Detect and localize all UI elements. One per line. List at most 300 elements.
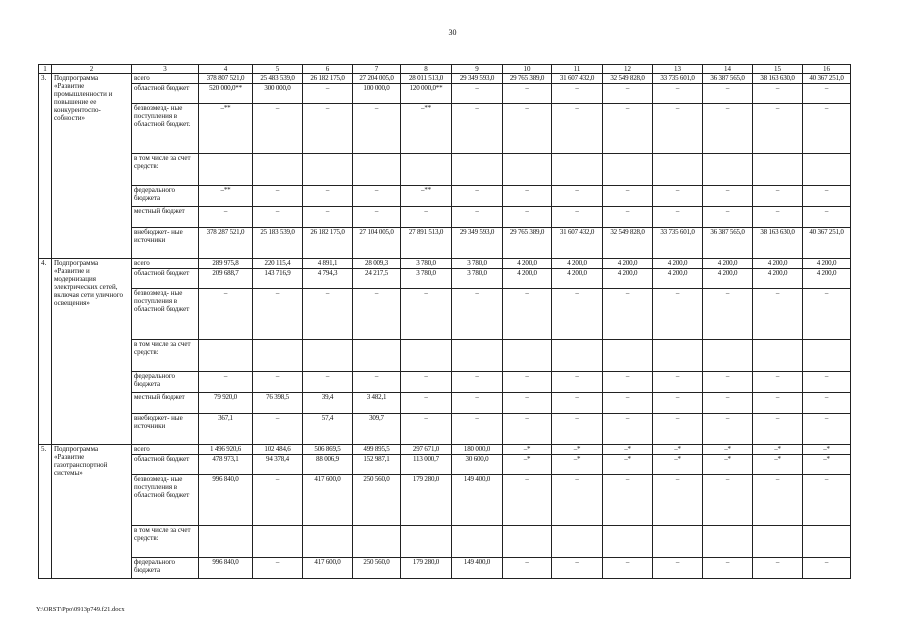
- amount-cell: 40 367 251,0: [803, 228, 851, 259]
- amount-cell: –: [503, 393, 552, 414]
- amount-cell: 25 183 539,0: [253, 228, 303, 259]
- amount-cell: –: [603, 84, 653, 104]
- amount-cell: –: [503, 289, 552, 340]
- section-number: 3.: [39, 74, 52, 259]
- amount-cell: –: [803, 372, 851, 393]
- amount-cell: 4 200,0: [753, 259, 803, 269]
- amount-cell: –: [753, 207, 803, 228]
- amount-cell: 3 780,0: [401, 259, 452, 269]
- amount-cell: 3 780,0: [452, 259, 503, 269]
- amount-cell: 4 891,1: [303, 259, 353, 269]
- amount-cell: –: [552, 289, 603, 340]
- amount-cell: 26 182 175,0: [303, 74, 353, 84]
- amount-cell: 4 200,0: [603, 269, 653, 289]
- amount-cell: –: [552, 186, 603, 207]
- amount-cell: 102 484,6: [253, 445, 303, 455]
- amount-cell: 29 349 593,0: [452, 228, 503, 259]
- column-header: 7: [353, 65, 401, 74]
- subprogram-title: Подпрограмма «Развитие промышленности и повышение ее конкурентоспо- собности»: [52, 74, 132, 259]
- amount-cell: [753, 526, 803, 558]
- amount-cell: –: [452, 393, 503, 414]
- table-row: [39, 207, 851, 228]
- amount-cell: 36 387 565,0: [703, 228, 753, 259]
- column-header: 6: [303, 65, 353, 74]
- amount-cell: 417 600,0: [303, 558, 353, 579]
- table-row: [39, 154, 851, 186]
- amount-cell: –: [503, 372, 552, 393]
- amount-cell: 40 367 251,0: [803, 74, 851, 84]
- amount-cell: [353, 526, 401, 558]
- amount-cell: 26 182 175,0: [303, 228, 353, 259]
- amount-cell: –: [552, 558, 603, 579]
- budget-table: [38, 64, 851, 579]
- amount-cell: –: [753, 414, 803, 445]
- funding-source: областной бюджет: [132, 269, 199, 289]
- amount-cell: –: [552, 84, 603, 104]
- amount-cell: 28 009,3: [353, 259, 401, 269]
- amount-cell: –*: [803, 455, 851, 475]
- amount-cell: –: [703, 104, 753, 154]
- file-path-footer: Y:\ORST\Ppo\0913p749.f21.docx: [36, 606, 125, 613]
- amount-cell: 4 200,0: [703, 269, 753, 289]
- column-header: 3: [132, 65, 199, 74]
- amount-cell: –: [503, 104, 552, 154]
- table-row: [39, 455, 851, 475]
- funding-source: областной бюджет: [132, 84, 199, 104]
- amount-cell: [452, 340, 503, 372]
- amount-cell: –: [753, 289, 803, 340]
- amount-cell: –: [303, 207, 353, 228]
- amount-cell: –: [552, 393, 603, 414]
- funding-source: в том числе за счет средств:: [132, 340, 199, 372]
- amount-cell: 179 280,0: [401, 558, 452, 579]
- amount-cell: 143 716,9: [253, 269, 303, 289]
- amount-cell: [253, 154, 303, 186]
- amount-cell: –: [603, 289, 653, 340]
- amount-cell: 378 287 521,0: [199, 228, 253, 259]
- table-row: [39, 414, 851, 445]
- funding-source: федерального бюджета: [132, 186, 199, 207]
- amount-cell: –: [452, 186, 503, 207]
- amount-cell: –: [803, 475, 851, 526]
- table-row: [39, 84, 851, 104]
- amount-cell: –: [452, 104, 503, 154]
- funding-source: внебюджет- ные источники: [132, 228, 199, 259]
- amount-cell: [603, 340, 653, 372]
- amount-cell: 94 378,4: [253, 455, 303, 475]
- amount-cell: [653, 340, 703, 372]
- amount-cell: –: [653, 393, 703, 414]
- amount-cell: –: [803, 84, 851, 104]
- table-row: [39, 186, 851, 207]
- amount-cell: –: [552, 414, 603, 445]
- amount-cell: 417 600,0: [303, 475, 353, 526]
- amount-cell: –: [253, 558, 303, 579]
- amount-cell: –: [503, 414, 552, 445]
- amount-cell: [703, 340, 753, 372]
- amount-cell: [653, 526, 703, 558]
- amount-cell: 996 840,0: [199, 558, 253, 579]
- amount-cell: –: [803, 558, 851, 579]
- amount-cell: –**: [199, 186, 253, 207]
- amount-cell: –: [503, 207, 552, 228]
- amount-cell: –*: [803, 445, 851, 455]
- table-row: [39, 445, 851, 455]
- amount-cell: –: [803, 207, 851, 228]
- amount-cell: –: [653, 104, 703, 154]
- amount-cell: –**: [199, 104, 253, 154]
- amount-cell: 4 200,0: [803, 269, 851, 289]
- amount-cell: [803, 340, 851, 372]
- amount-cell: [803, 154, 851, 186]
- amount-cell: 4 200,0: [503, 259, 552, 269]
- amount-cell: –: [653, 558, 703, 579]
- amount-cell: –*: [603, 445, 653, 455]
- amount-cell: –: [452, 372, 503, 393]
- column-header: 12: [603, 65, 653, 74]
- amount-cell: 33 735 601,0: [653, 228, 703, 259]
- amount-cell: –**: [401, 104, 452, 154]
- column-header: 13: [653, 65, 703, 74]
- amount-cell: 3 780,0: [401, 269, 452, 289]
- amount-cell: –: [303, 104, 353, 154]
- amount-cell: [199, 526, 253, 558]
- amount-cell: –: [303, 289, 353, 340]
- amount-cell: –: [653, 207, 703, 228]
- amount-cell: 250 560,0: [353, 475, 401, 526]
- amount-cell: –: [603, 393, 653, 414]
- table-row: [39, 340, 851, 372]
- amount-cell: [753, 154, 803, 186]
- amount-cell: 28 011 513,0: [401, 74, 452, 84]
- amount-cell: –: [603, 414, 653, 445]
- amount-cell: –*: [503, 445, 552, 455]
- amount-cell: 29 349 593,0: [452, 74, 503, 84]
- amount-cell: 4 200,0: [653, 269, 703, 289]
- amount-cell: –: [603, 475, 653, 526]
- amount-cell: 367,1: [199, 414, 253, 445]
- amount-cell: –: [803, 289, 851, 340]
- amount-cell: –: [753, 186, 803, 207]
- amount-cell: 100 000,0: [353, 84, 401, 104]
- amount-cell: 27 891 513,0: [401, 228, 452, 259]
- amount-cell: 220 115,4: [253, 259, 303, 269]
- amount-cell: [401, 526, 452, 558]
- amount-cell: –: [653, 289, 703, 340]
- amount-cell: [353, 340, 401, 372]
- amount-cell: –: [199, 207, 253, 228]
- table-row: [39, 259, 851, 269]
- amount-cell: –: [503, 186, 552, 207]
- amount-cell: –**: [401, 186, 452, 207]
- amount-cell: 76 398,5: [253, 393, 303, 414]
- amount-cell: –: [353, 289, 401, 340]
- subprogram-title: Подпрограмма «Развитие и модернизация электрических сетей, включая сети уличного освещения»: [52, 259, 132, 445]
- amount-cell: –: [401, 414, 452, 445]
- amount-cell: [452, 154, 503, 186]
- amount-cell: –: [253, 475, 303, 526]
- amount-cell: –: [803, 186, 851, 207]
- amount-cell: 30 600,0: [452, 455, 503, 475]
- amount-cell: –*: [552, 445, 603, 455]
- amount-cell: [503, 526, 552, 558]
- amount-cell: –*: [703, 455, 753, 475]
- amount-cell: 506 869,5: [303, 445, 353, 455]
- column-header: 9: [452, 65, 503, 74]
- amount-cell: [253, 340, 303, 372]
- amount-cell: 4 200,0: [603, 259, 653, 269]
- amount-cell: –: [753, 104, 803, 154]
- funding-source: местный бюджет: [132, 207, 199, 228]
- amount-cell: 3 780,0: [452, 269, 503, 289]
- table-row: [39, 475, 851, 526]
- amount-cell: –: [803, 393, 851, 414]
- amount-cell: [253, 526, 303, 558]
- amount-cell: 113 000,7: [401, 455, 452, 475]
- amount-cell: –: [603, 186, 653, 207]
- amount-cell: 24 217,5: [353, 269, 401, 289]
- amount-cell: [401, 340, 452, 372]
- amount-cell: 996 840,0: [199, 475, 253, 526]
- amount-cell: [452, 526, 503, 558]
- amount-cell: [552, 340, 603, 372]
- amount-cell: 478 973,1: [199, 455, 253, 475]
- funding-source: безвозмезд- ные поступления в областной бюджет: [132, 475, 199, 526]
- funding-source: областной бюджет: [132, 455, 199, 475]
- amount-cell: –: [552, 372, 603, 393]
- amount-cell: [803, 526, 851, 558]
- amount-cell: –: [753, 84, 803, 104]
- table-row: [39, 228, 851, 259]
- amount-cell: –: [552, 475, 603, 526]
- funding-source: безвозмезд- ные поступления в областной бюджет: [132, 289, 199, 340]
- amount-cell: 309,7: [353, 414, 401, 445]
- amount-cell: [199, 340, 253, 372]
- amount-cell: –: [603, 207, 653, 228]
- amount-cell: [603, 526, 653, 558]
- amount-cell: –: [603, 558, 653, 579]
- amount-cell: 32 549 828,0: [603, 74, 653, 84]
- amount-cell: [703, 154, 753, 186]
- amount-cell: 36 387 565,0: [703, 74, 753, 84]
- amount-cell: 29 765 389,0: [503, 228, 552, 259]
- column-header: 4: [199, 65, 253, 74]
- amount-cell: –: [653, 414, 703, 445]
- amount-cell: 3 482,1: [353, 393, 401, 414]
- amount-cell: –: [603, 372, 653, 393]
- amount-cell: –: [253, 414, 303, 445]
- amount-cell: –: [653, 475, 703, 526]
- amount-cell: –*: [753, 455, 803, 475]
- amount-cell: 88 006,9: [303, 455, 353, 475]
- amount-cell: –: [552, 207, 603, 228]
- amount-cell: –: [703, 558, 753, 579]
- amount-cell: –: [753, 475, 803, 526]
- table-row: [39, 372, 851, 393]
- amount-cell: 4 200,0: [552, 259, 603, 269]
- amount-cell: 29 765 389,0: [503, 74, 552, 84]
- amount-cell: –: [253, 104, 303, 154]
- funding-source: федерального бюджета: [132, 558, 199, 579]
- amount-cell: 297 671,0: [401, 445, 452, 455]
- amount-cell: –: [452, 207, 503, 228]
- amount-cell: –*: [753, 445, 803, 455]
- amount-cell: –: [452, 289, 503, 340]
- amount-cell: –: [603, 104, 653, 154]
- amount-cell: 27 204 005,0: [353, 74, 401, 84]
- amount-cell: 149 400,0: [452, 558, 503, 579]
- amount-cell: 32 549 828,0: [603, 228, 653, 259]
- amount-cell: 180 000,0: [452, 445, 503, 455]
- amount-cell: [653, 154, 703, 186]
- amount-cell: 4 200,0: [552, 269, 603, 289]
- amount-cell: 4 200,0: [803, 259, 851, 269]
- funding-source: всего: [132, 74, 199, 84]
- funding-source: безвозмезд- ные поступления в областной бюджет.: [132, 104, 199, 154]
- section-number: 5.: [39, 445, 52, 579]
- amount-cell: –: [503, 558, 552, 579]
- column-header: 10: [503, 65, 552, 74]
- amount-cell: –*: [653, 455, 703, 475]
- amount-cell: 31 607 432,0: [552, 228, 603, 259]
- amount-cell: –*: [653, 445, 703, 455]
- table-row: [39, 74, 851, 84]
- amount-cell: –: [653, 372, 703, 393]
- table-row: [39, 104, 851, 154]
- amount-cell: –: [452, 84, 503, 104]
- amount-cell: –*: [703, 445, 753, 455]
- column-header: 5: [253, 65, 303, 74]
- amount-cell: 4 200,0: [703, 259, 753, 269]
- table-row: [39, 393, 851, 414]
- amount-cell: –: [253, 207, 303, 228]
- amount-cell: 31 607 432,0: [552, 74, 603, 84]
- amount-cell: [303, 340, 353, 372]
- amount-cell: –: [401, 207, 452, 228]
- amount-cell: 4 200,0: [653, 259, 703, 269]
- amount-cell: –*: [603, 455, 653, 475]
- amount-cell: –: [303, 84, 353, 104]
- amount-cell: 4 794,3: [303, 269, 353, 289]
- table-row: [39, 526, 851, 558]
- funding-source: в том числе за счет средств:: [132, 526, 199, 558]
- amount-cell: 300 000,0: [253, 84, 303, 104]
- amount-cell: 250 560,0: [353, 558, 401, 579]
- amount-cell: –: [703, 84, 753, 104]
- amount-cell: –: [199, 289, 253, 340]
- amount-cell: [753, 340, 803, 372]
- amount-cell: –: [303, 186, 353, 207]
- amount-cell: 289 975,8: [199, 259, 253, 269]
- amount-cell: 25 483 539,0: [253, 74, 303, 84]
- amount-cell: 4 200,0: [753, 269, 803, 289]
- amount-cell: –: [653, 186, 703, 207]
- amount-cell: –: [353, 372, 401, 393]
- amount-cell: 39,4: [303, 393, 353, 414]
- section-number: 4.: [39, 259, 52, 445]
- amount-cell: –*: [503, 455, 552, 475]
- amount-cell: 33 735 601,0: [653, 74, 703, 84]
- amount-cell: [552, 154, 603, 186]
- amount-cell: 27 104 005,0: [353, 228, 401, 259]
- amount-cell: –: [452, 414, 503, 445]
- column-header: 16: [803, 65, 851, 74]
- amount-cell: [353, 154, 401, 186]
- amount-cell: –: [253, 372, 303, 393]
- amount-cell: –: [353, 104, 401, 154]
- amount-cell: 38 163 630,0: [753, 228, 803, 259]
- page-number: 30: [448, 28, 457, 37]
- amount-cell: 378 807 521,0: [199, 74, 253, 84]
- amount-cell: –: [552, 104, 603, 154]
- column-header: 11: [552, 65, 603, 74]
- amount-cell: –: [653, 84, 703, 104]
- funding-source: внебюджет- ные источники: [132, 414, 199, 445]
- funding-source: всего: [132, 445, 199, 455]
- amount-cell: 79 920,0: [199, 393, 253, 414]
- amount-cell: [703, 526, 753, 558]
- amount-cell: 179 280,0: [401, 475, 452, 526]
- funding-source: в том числе за счет средств:: [132, 154, 199, 186]
- amount-cell: 209 688,7: [199, 269, 253, 289]
- amount-cell: 520 000,0**: [199, 84, 253, 104]
- amount-cell: –: [703, 186, 753, 207]
- column-header: 8: [401, 65, 452, 74]
- amount-cell: –: [703, 393, 753, 414]
- amount-cell: [503, 154, 552, 186]
- amount-cell: –: [353, 186, 401, 207]
- amount-cell: 120 000,0**: [401, 84, 452, 104]
- amount-cell: [603, 154, 653, 186]
- amount-cell: [303, 526, 353, 558]
- subprogram-title: Подпрограмма «Развитие газотранспортной системы»: [52, 445, 132, 579]
- amount-cell: 499 895,5: [353, 445, 401, 455]
- amount-cell: –: [753, 393, 803, 414]
- amount-cell: –: [703, 475, 753, 526]
- amount-cell: –: [401, 393, 452, 414]
- table-row: [39, 289, 851, 340]
- amount-cell: –: [703, 372, 753, 393]
- amount-cell: –: [503, 84, 552, 104]
- amount-cell: –: [753, 372, 803, 393]
- amount-cell: 152 987,1: [353, 455, 401, 475]
- amount-cell: –: [353, 207, 401, 228]
- amount-cell: –: [401, 372, 452, 393]
- amount-cell: [303, 154, 353, 186]
- funding-source: местный бюджет: [132, 393, 199, 414]
- amount-cell: –: [503, 475, 552, 526]
- column-header: 14: [703, 65, 753, 74]
- amount-cell: 1 496 920,6: [199, 445, 253, 455]
- column-header: 2: [52, 65, 132, 74]
- amount-cell: 4 200,0: [503, 269, 552, 289]
- table-row: [39, 558, 851, 579]
- column-header: 1: [39, 65, 52, 74]
- funding-source: всего: [132, 259, 199, 269]
- amount-cell: –: [703, 289, 753, 340]
- amount-cell: –: [253, 186, 303, 207]
- amount-cell: –: [703, 207, 753, 228]
- amount-cell: 149 400,0: [452, 475, 503, 526]
- amount-cell: –: [401, 289, 452, 340]
- amount-cell: –: [199, 372, 253, 393]
- amount-cell: –: [803, 414, 851, 445]
- header-row: [39, 65, 851, 74]
- amount-cell: –: [303, 372, 353, 393]
- amount-cell: –: [253, 289, 303, 340]
- funding-source: федерального бюджета: [132, 372, 199, 393]
- amount-cell: –: [803, 104, 851, 154]
